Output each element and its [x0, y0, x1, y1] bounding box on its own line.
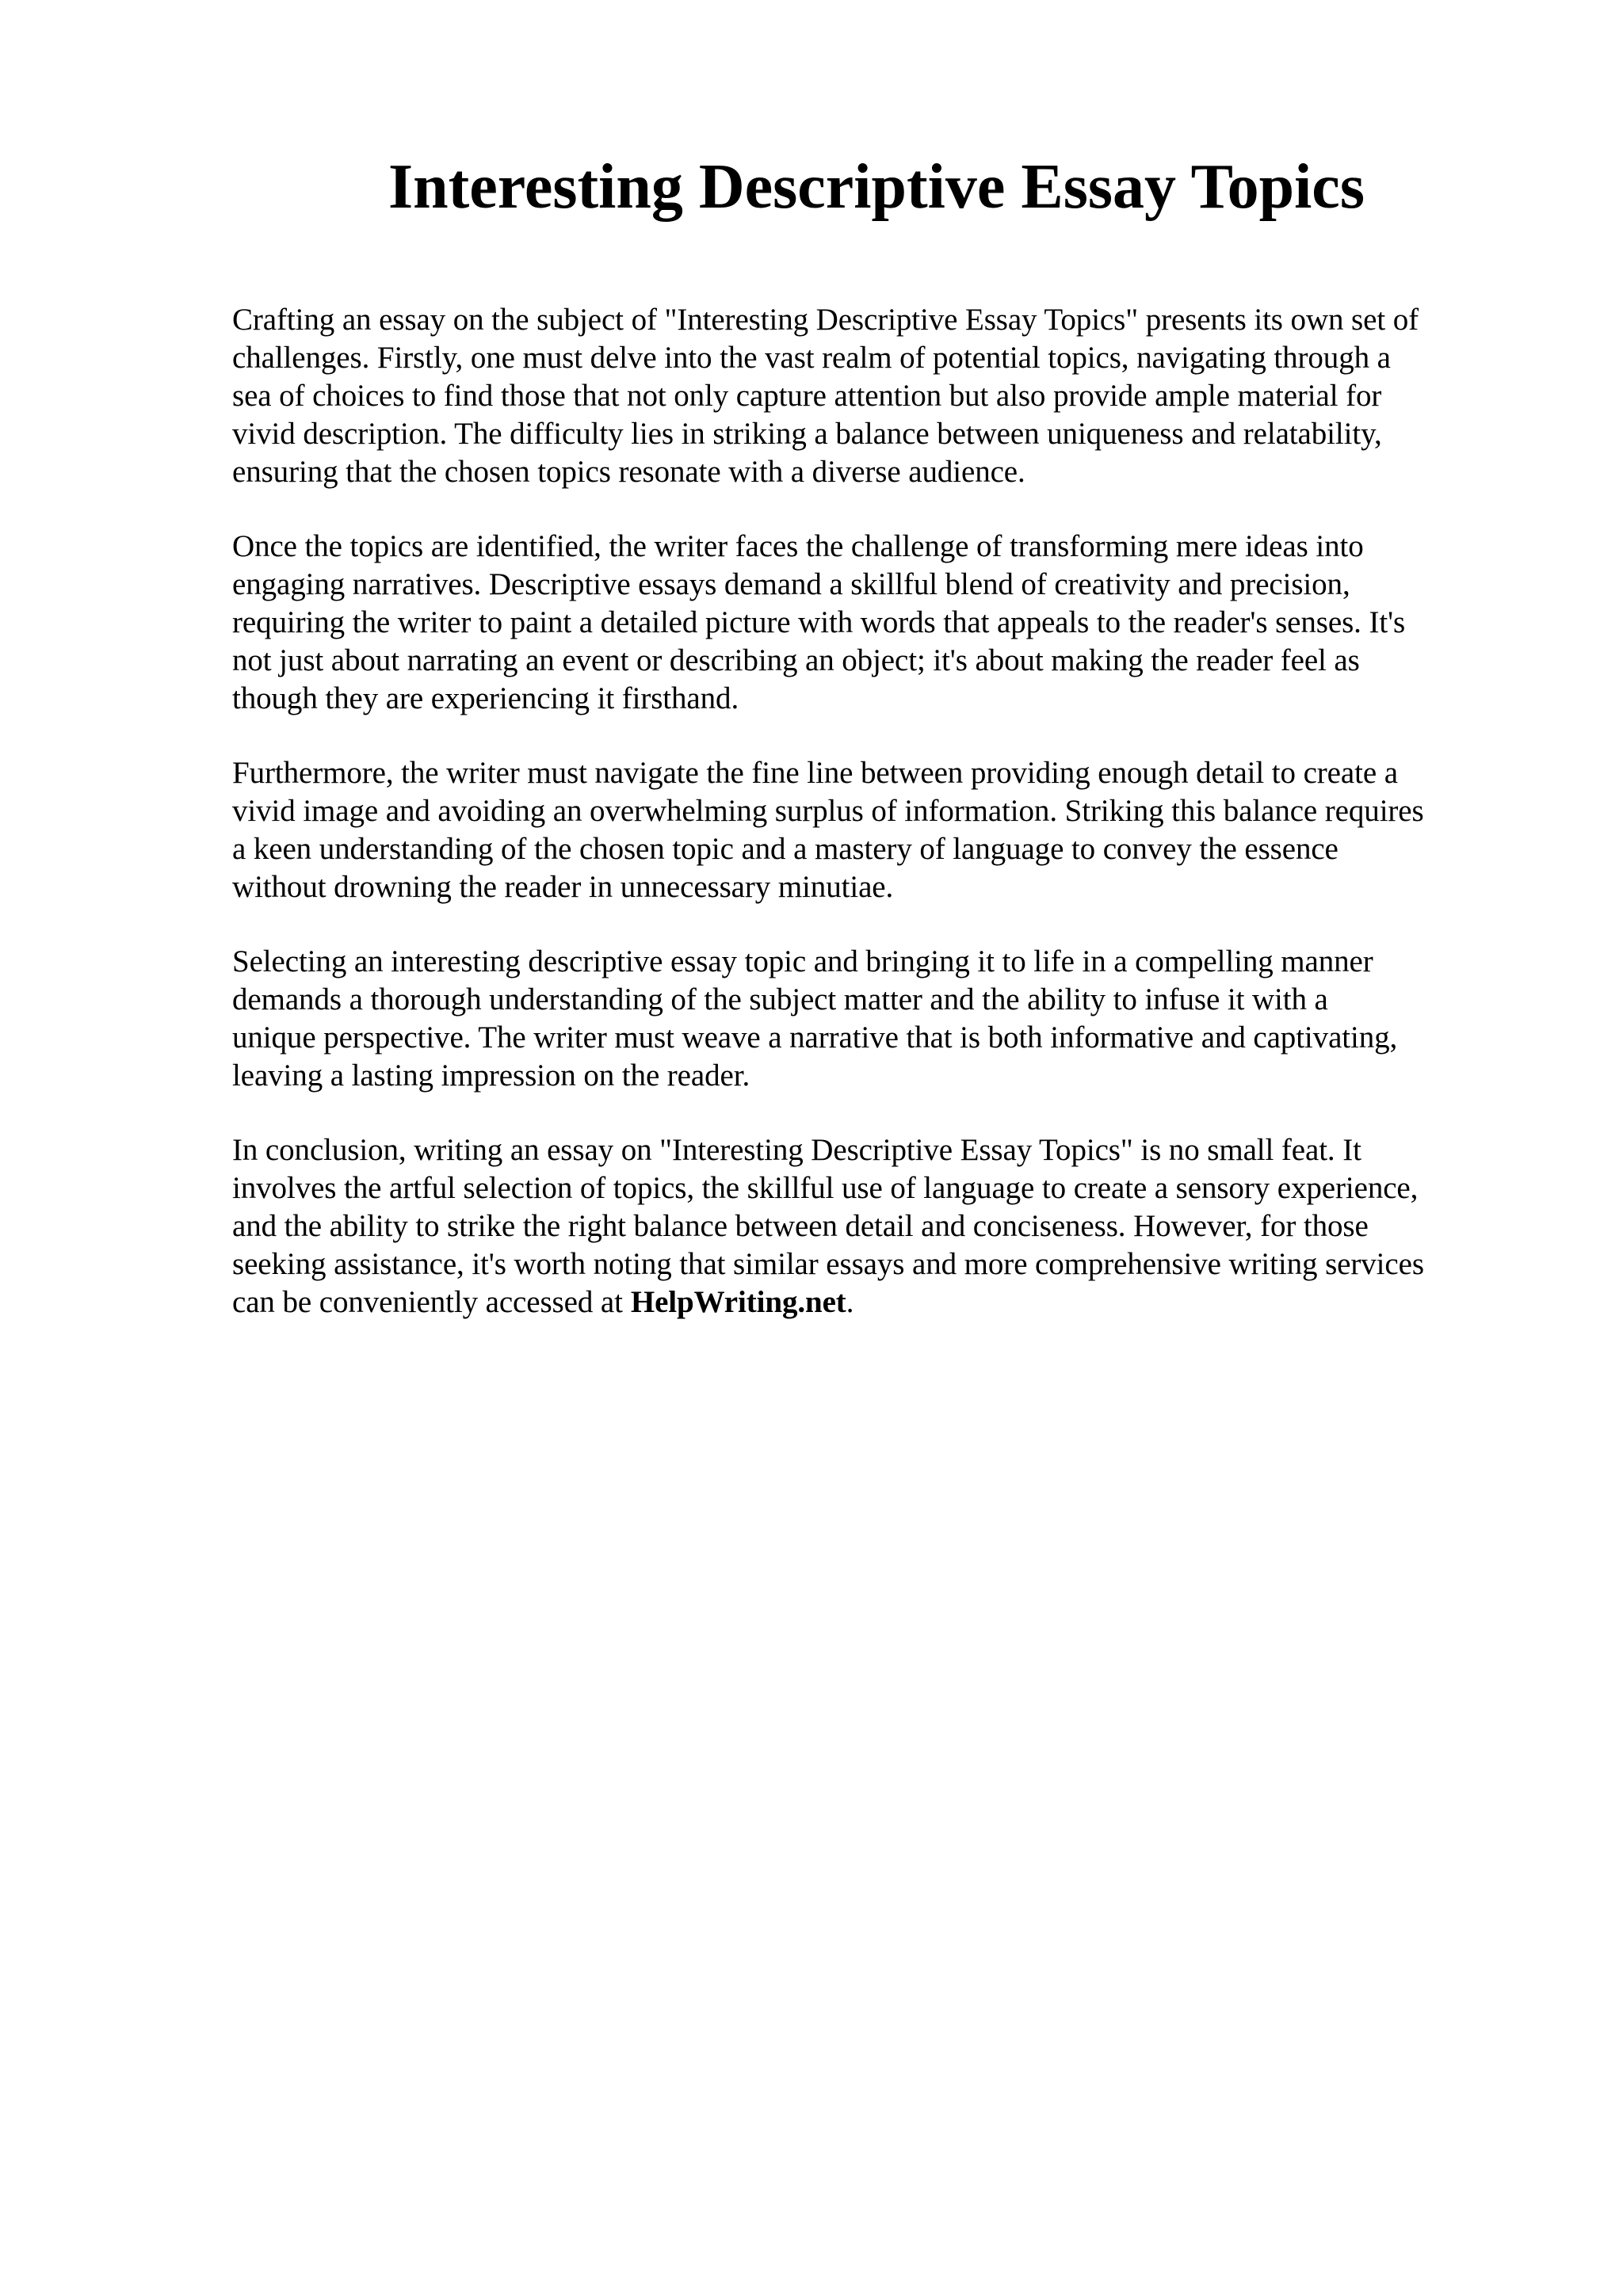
- paragraph-line: vivid image and avoiding an overwhelming surplus of information. Striking this balance requires: [232, 794, 1424, 828]
- paragraph-line: not just about narrating an event or describing an object; it's about making the reader feel as: [232, 643, 1360, 677]
- last-line-suffix: .: [846, 1285, 854, 1319]
- paragraph-line: unique perspective. The writer must weave a narrative that is both informative and captivating,: [232, 1020, 1398, 1055]
- paragraph-line: sea of choices to find those that not only capture attention but also provide ample material for: [232, 379, 1382, 413]
- paragraph-line: Furthermore, the writer must navigate the fine line between providing enough detail to create a: [232, 756, 1398, 790]
- paragraph-line: Once the topics are identified, the writer faces the challenge of transforming mere ideas into: [232, 529, 1364, 563]
- paragraph-1: [232, 301, 1516, 491]
- document-body: [232, 301, 1516, 1358]
- paragraph-line: Selecting an interesting descriptive essay topic and bringing it to life in a compelling manner: [232, 944, 1373, 978]
- paragraph-2: [232, 528, 1516, 718]
- paragraph-line: ensuring that the chosen topics resonate with a diverse audience.: [232, 455, 1025, 489]
- paragraph-line: demands a thorough understanding of the subject matter and the ability to infuse it with a: [232, 982, 1328, 1016]
- document-title: Interesting Descriptive Essay Topics: [388, 152, 1365, 222]
- paragraph-line: In conclusion, writing an essay on "Interesting Descriptive Essay Topics" is no small feat. It: [232, 1133, 1361, 1167]
- paragraph-line: vivid description. The difficulty lies in striking a balance between uniqueness and relatability,: [232, 417, 1382, 451]
- paragraph-line: involves the artful selection of topics, the skillful use of language to create a sensory experience,: [232, 1171, 1419, 1205]
- last-line-prefix: can be conveniently accessed at: [232, 1285, 623, 1319]
- paragraph-line: without drowning the reader in unnecessary minutiae.: [232, 870, 894, 904]
- paragraph-line: leaving a lasting impression on the reader.: [232, 1058, 750, 1093]
- paragraph-line: requiring the writer to paint a detailed picture with words that appeals to the reader's senses. It's: [232, 605, 1406, 639]
- paragraph-line: though they are experiencing it firsthand.: [232, 681, 739, 715]
- paragraph-line: engaging narratives. Descriptive essays demand a skillful blend of creativity and precision,: [232, 567, 1350, 601]
- paragraph-line: Crafting an essay on the subject of "Interesting Descriptive Essay Topics" presents its own set of: [232, 303, 1419, 337]
- paragraph-5: [232, 1131, 1516, 1322]
- helpwriting-link[interactable]: HelpWriting.net: [630, 1285, 846, 1319]
- paragraph-4: [232, 943, 1516, 1095]
- paragraph-line: a keen understanding of the chosen topic and a mastery of language to convey the essence: [232, 832, 1338, 866]
- paragraph-last-line: [232, 1283, 1516, 1322]
- paragraph-line: challenges. Firstly, one must delve into the vast realm of potential topics, navigating through a: [232, 341, 1391, 375]
- paragraph-line: and the ability to strike the right balance between detail and conciseness. However, for those: [232, 1209, 1369, 1243]
- paragraph-line: seeking assistance, it's worth noting that similar essays and more comprehensive writing services: [232, 1247, 1424, 1281]
- paragraph-3: [232, 754, 1516, 906]
